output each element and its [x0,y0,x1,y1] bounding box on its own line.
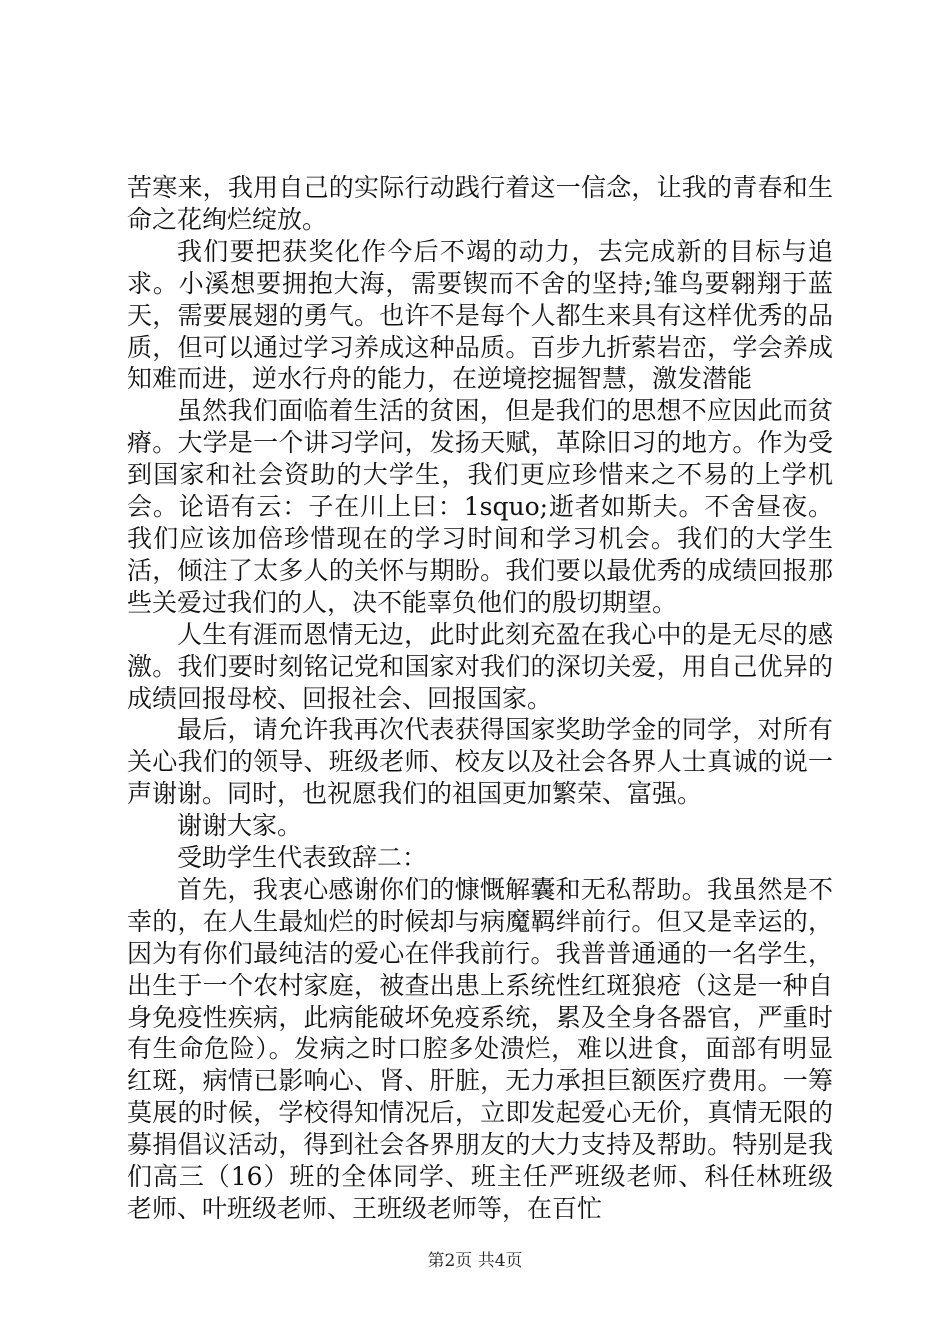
paragraph: 我们要把获奖化作今后不竭的动力，去完成新的目标与追求。小溪想要拥抱大海，需要锲而不舍的坚持;雏鸟要翱翔于蓝天，需要展翅的勇气。也许不是每个人都生来具有这样优秀的品质，但可以通过学习养成这种品质。百步九折萦岩峦，学会养成知难而进，逆水行舟的能力，在逆境挖掘智慧，激发潜能 [127,236,833,394]
body-text [127,172,833,1225]
closing-thanks: 谢谢大家。 [177,811,303,841]
paragraph-continuation: 苦寒来，我用自己的实际行动践行着这一信念，让我的青春和生命之花绚烂绽放。 [127,173,833,234]
paragraph: 最后，请允许我再次代表获得国家奖助学金的同学，对所有关心我们的领导、班级老师、校友以及社会各界人士真诚的说一声谢谢。同时，也祝愿我们的祖国更加繁荣、富强。 [127,715,833,809]
page-number-footer: 第2页 共4页 [427,1251,523,1271]
paragraph: 虽然我们面临着生活的贫困，但是我们的思想不应因此而贫瘠。大学是一个讲习学问，发扬天赋，革除旧习的地方。作为受到国家和社会资助的大学生，我们更应珍惜来之不易的上学机会。论语有云：子在川上曰：1squo;逝者如斯夫。不舍昼夜。我们应该加倍珍惜现在的学习时间和学习机会。我们的大学生活，倾注了太多人的关怀与期盼。我们要以最优秀的成绩回报那些关爱过我们的人，决不能辜负他们的殷切期望。 [127,396,833,617]
paragraph: 首先，我衷心感谢你们的慷慨解囊和无私帮助。我虽然是不幸的，在人生最灿烂的时候却与病魔羁绊前行。但又是幸运的，因为有你们最纯洁的爱心在伴我前行。我普普通通的一名学生，出生于一个农村家庭，被查出患上系统性红斑狼疮（这是一种自身免疫性疾病，此病能破坏免疫系统，累及全身各器官，严重时有生命危险）。发病之时口腔多处溃烂，难以进食，面部有明显红斑，病情已影响心、肾、肝脏，无力承担巨额医疗费用。一筹莫展的时候，学校得知情况后，立即发起爱心无价，真情无限的募捐倡议活动，得到社会各界朋友的大力支持及帮助。特别是我们高三（16）班的全体同学、班主任严班级老师、科任林班级老师、叶班级老师、王班级老师等，在百忙 [127,874,833,1223]
section-heading: 受助学生代表致辞二： [177,843,428,873]
paragraph: 人生有涯而恩情无边，此时此刻充盈在我心中的是无尽的感激。我们要时刻铭记党和国家对我们的深切关爱，用自己优异的成绩回报母校、回报社会、回报国家。 [127,619,833,713]
